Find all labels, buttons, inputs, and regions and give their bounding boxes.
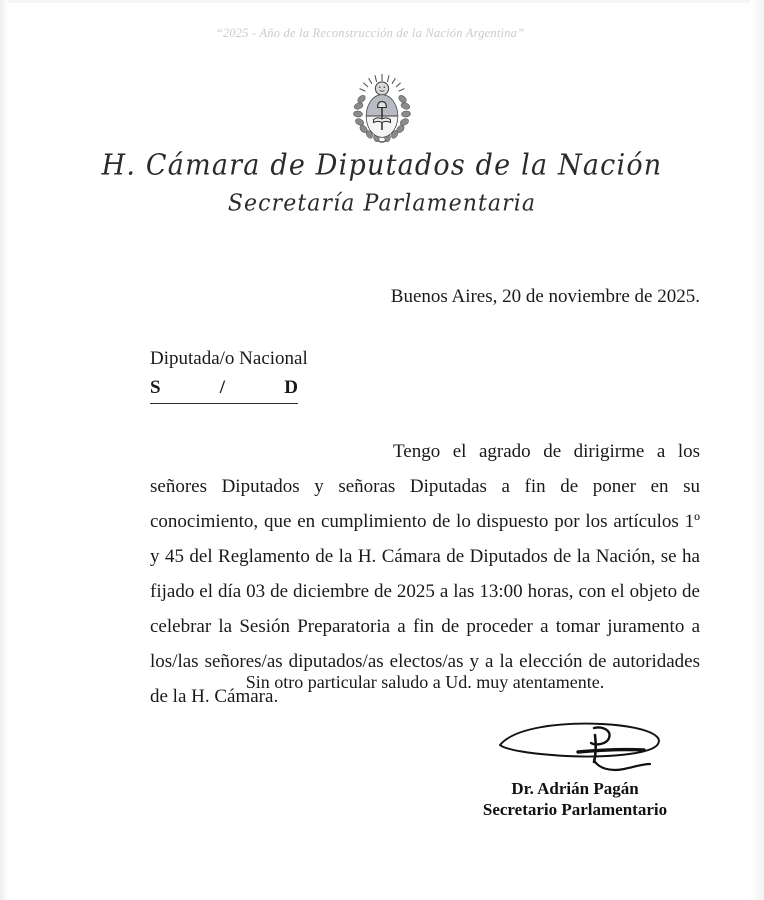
signer-title: Secretario Parlamentario bbox=[482, 800, 668, 819]
salutation-d: D bbox=[284, 377, 298, 398]
national-coat-of-arms bbox=[0, 72, 764, 146]
body-paragraph: Tengo el agrado de dirigirme a los señores Diputados y señoras Diputadas a fin de poner en su conocimiento, que en cumplimiento de lo dispuesto por los artículos 1º y 45 del Reglamento de la H. Cámara de Diputados de la Nación, se ha fijado el día 03 de diciembre de 2025 a las 13:00 horas, con el objeto de celebrar la Sesión Preparatoria a fin de proceder a tomar juramento a los/las señores/as diputados/as electos/as y a la elección de autoridades de la H. Cámara. bbox=[150, 441, 700, 707]
running-header: “2025 - Año de la Reconstrucción de la Nación Argentina” bbox=[215, 26, 525, 40]
date-line: Buenos Aires, 20 de noviembre de 2025. bbox=[390, 286, 700, 307]
salutation-slash: / bbox=[219, 377, 226, 398]
signer-name: Dr. Adrián Pagán bbox=[511, 779, 639, 798]
signer-block bbox=[440, 778, 710, 820]
closing-line: Sin otro particular saludo a Ud. muy atentamente. bbox=[245, 672, 605, 692]
letterhead-line-secretariat: Secretaría Parlamentaria bbox=[227, 190, 537, 217]
letterhead bbox=[0, 150, 764, 216]
handwritten-signature bbox=[492, 714, 692, 778]
letterhead-line-chamber: H. Cámara de Diputados de la Nación bbox=[101, 149, 663, 182]
salutation-s: S bbox=[150, 377, 161, 398]
salutation-sd-line bbox=[150, 378, 298, 404]
addressee-recipient: Diputada/o Nacional bbox=[150, 348, 308, 369]
page-edge-top bbox=[8, 0, 750, 3]
